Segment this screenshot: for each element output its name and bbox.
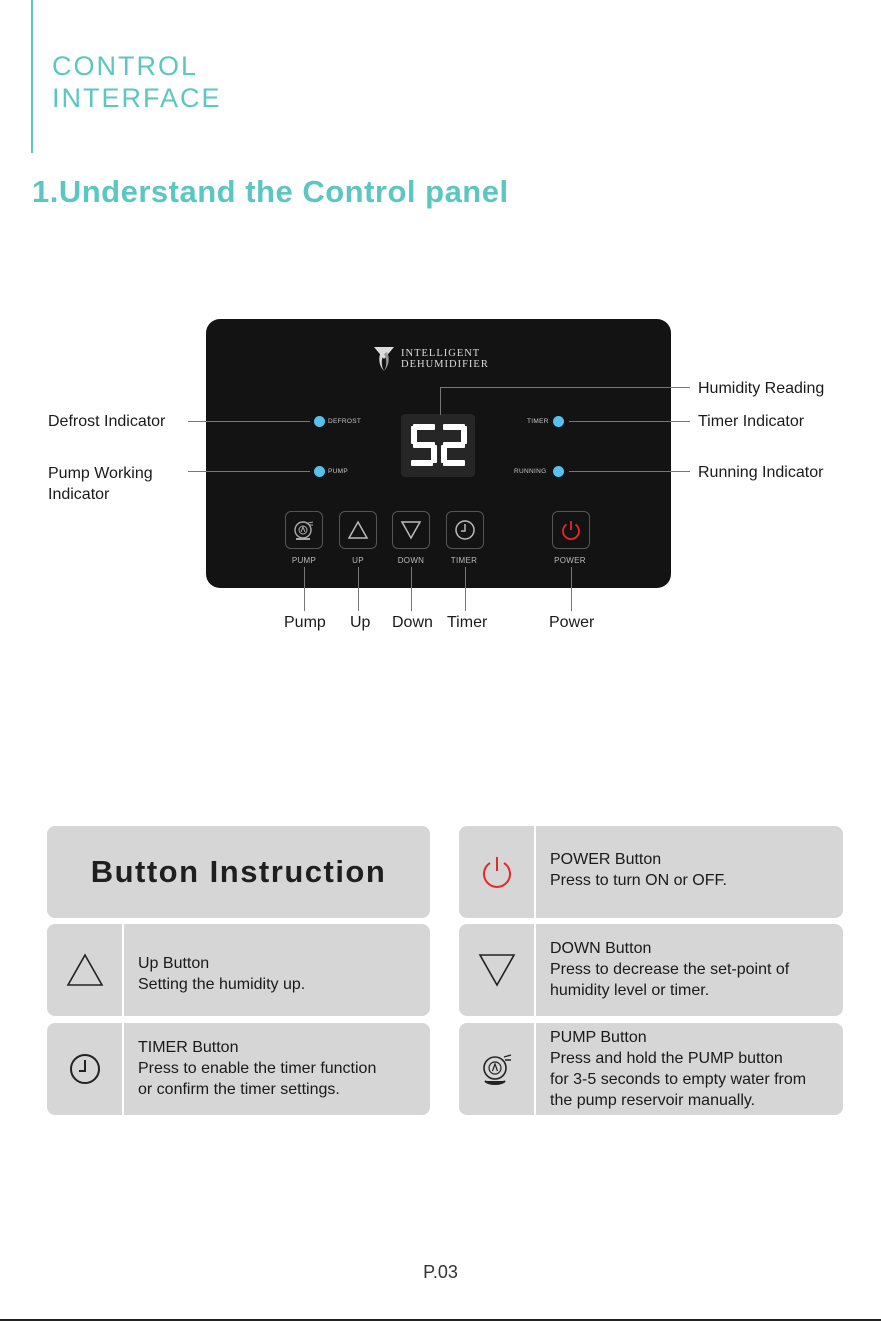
defrost-callout: Defrost Indicator (48, 413, 166, 430)
triangle-down-icon (477, 952, 517, 988)
timer-indicator-light (553, 416, 564, 427)
pump-callout: Pump (284, 614, 326, 631)
brand-logo (373, 346, 489, 372)
down-instruction-icon-cell (459, 924, 536, 1016)
panel-down-button[interactable] (392, 511, 430, 549)
power-icon (559, 518, 583, 542)
timer-instruction-icon-cell (47, 1023, 124, 1115)
power-callout-line (571, 567, 572, 611)
pump-callout-line (304, 567, 305, 611)
section-title (52, 50, 222, 114)
down-instruction-line1: Press to decrease the set-point of (550, 961, 790, 978)
humidity-callout-line-v (440, 387, 441, 415)
power-instruction-line: Press to turn ON or OFF. (550, 872, 727, 889)
pump-instruction-line2: for 3-5 seconds to empty water from (550, 1071, 807, 1088)
running-callout-line (569, 471, 690, 472)
humidity-callout: Humidity Reading (698, 380, 825, 397)
header-accent-rule (31, 0, 33, 153)
pump-instruction-card (459, 1023, 843, 1115)
pump-indicator-light (314, 466, 325, 477)
running-callout: Running Indicator (698, 464, 824, 481)
timer-instruction-line2: or confirm the timer settings. (138, 1081, 340, 1098)
up-instruction-text (138, 953, 305, 995)
instruction-title: Button Instruction (90, 854, 387, 889)
power-callout: Power (549, 614, 595, 631)
up-callout: Up (350, 614, 371, 631)
down-instruction-text (550, 938, 789, 1001)
running-indicator-label: RUNNING (514, 468, 547, 475)
power-instruction-text (550, 849, 727, 891)
pump-instruction-text (550, 1027, 806, 1111)
clock-icon (68, 1052, 102, 1086)
timer-btn-callout: Timer (447, 614, 488, 631)
panel-power-label: POWER (554, 556, 586, 565)
power-icon (479, 854, 515, 890)
triangle-up-icon (65, 952, 105, 988)
defrost-callout-line (188, 421, 310, 422)
clock-icon (453, 518, 477, 542)
down-callout-line (411, 567, 412, 611)
brand-line2: DEHUMIDIFIER (401, 359, 489, 370)
timer-callout-line (569, 421, 690, 422)
up-instruction-name: Up Button (138, 955, 210, 972)
pump-working-callout (48, 463, 153, 505)
panel-timer-button[interactable] (446, 511, 484, 549)
pump-working-callout-line2: Indicator (48, 486, 110, 503)
down-instruction-name: DOWN Button (550, 940, 652, 957)
timer-indicator-label: TIMER (527, 418, 549, 425)
panel-up-label: UP (352, 556, 364, 565)
defrost-indicator-label: DEFROST (328, 418, 362, 425)
seven-segment-digits (401, 414, 475, 477)
timer-btn-callout-line (465, 567, 466, 611)
up-callout-line (358, 567, 359, 611)
section-title-line2: INTERFACE (52, 83, 222, 113)
timer-indicator-callout: Timer Indicator (698, 413, 805, 430)
power-instruction-icon-cell (459, 826, 536, 918)
pump-indicator-label: PUMP (328, 468, 348, 475)
section-title-line1: CONTROL (52, 51, 199, 81)
triangle-up-icon (347, 520, 369, 540)
panel-timer-label: TIMER (450, 556, 478, 565)
power-instruction-name: POWER Button (550, 851, 662, 868)
panel-pump-button[interactable] (285, 511, 323, 549)
up-instruction-line: Setting the humidity up. (138, 976, 306, 993)
panel-down-label: DOWN (397, 556, 425, 565)
pump-instruction-line1: Press and hold the PUMP button (550, 1050, 783, 1067)
brand-line1: INTELLIGENT (401, 348, 481, 359)
footer-rule (0, 1319, 881, 1321)
pump-working-callout-line (188, 471, 310, 472)
page-heading: 1.Understand the Control panel (32, 174, 509, 209)
timer-instruction-name: TIMER Button (138, 1039, 239, 1056)
pump-instruction-icon-cell (459, 1023, 536, 1115)
timer-instruction-card (47, 1023, 430, 1115)
pump-working-callout-line1: Pump Working (48, 465, 153, 482)
running-indicator-light (553, 466, 564, 477)
pump-icon (477, 1049, 517, 1089)
pump-instruction-line3: the pump reservoir manually. (550, 1092, 756, 1109)
humidity-callout-line-h (440, 387, 690, 388)
pump-icon (291, 517, 317, 543)
up-instruction-card (47, 924, 430, 1016)
panel-up-button[interactable] (339, 511, 377, 549)
down-instruction-line2: humidity level or timer. (550, 982, 710, 999)
instruction-title-card (47, 826, 430, 918)
brand-mark-icon (373, 346, 395, 372)
down-instruction-card (459, 924, 843, 1016)
timer-instruction-line1: Press to enable the timer function (138, 1060, 377, 1077)
pump-instruction-name: PUMP Button (550, 1029, 647, 1046)
down-callout: Down (392, 614, 433, 631)
power-instruction-card (459, 826, 843, 918)
triangle-down-icon (400, 520, 422, 540)
timer-instruction-text (138, 1037, 376, 1100)
defrost-indicator-light (314, 416, 325, 427)
up-instruction-icon-cell (47, 924, 124, 1016)
humidity-display (401, 414, 475, 477)
panel-pump-label: PUMP (291, 556, 317, 565)
panel-power-button[interactable] (552, 511, 590, 549)
page-number: P.03 (423, 1262, 458, 1282)
